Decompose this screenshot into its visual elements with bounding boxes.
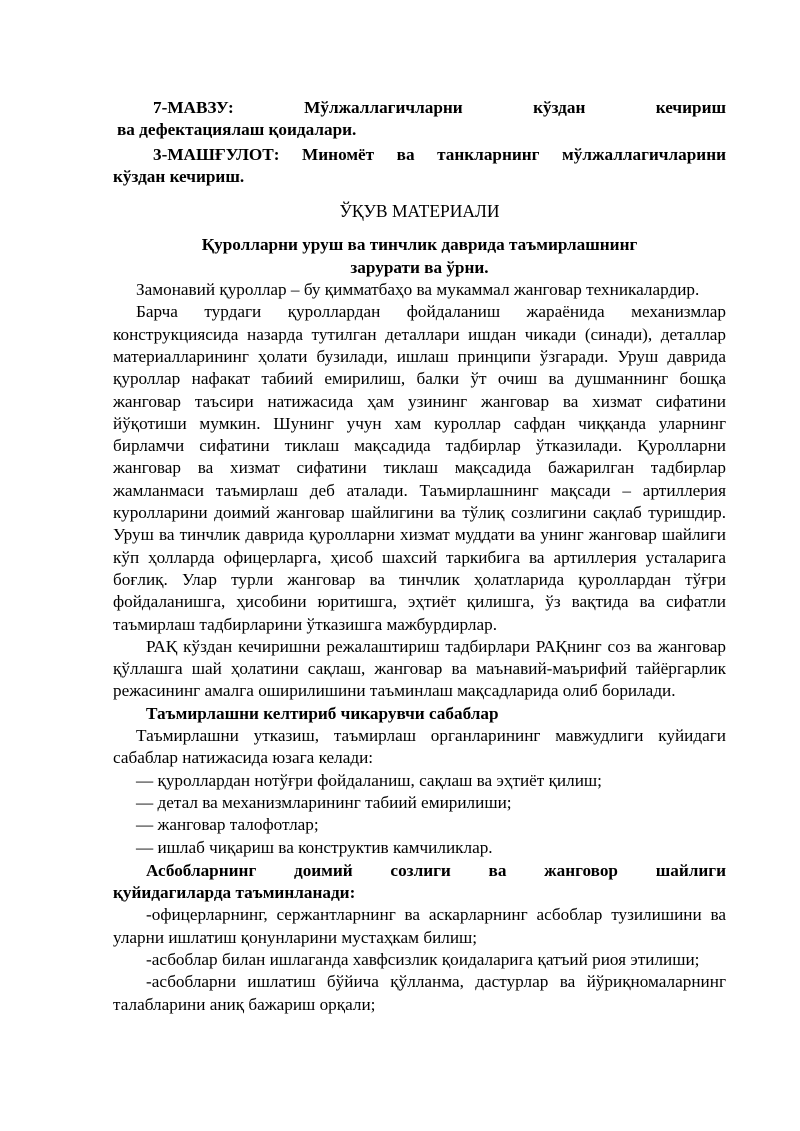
causes-intro: Таъмирлашни утказиш, таъмирлаш органларининг мавжудлиги куйидаги сабаблар натижасида юзага келади: [113,726,726,768]
paragraph-1: Замонавий қуроллар – бу қимматбаҳо ва мукаммал жанговар техникалардир. [136,280,700,300]
list-item: — детал ва механизмларининг табиий емирилиши; [136,792,512,812]
causes-list [113,770,726,859]
lesson-title-line1: 3-МАШҒУЛОТ: Миномёт ва танкларнинг мўлжаллагичларини [153,144,726,164]
section-title-line2: зарурати ва ўрни. [350,257,489,277]
list-item: — ишлаб чиқариш ва конструктив камчиликлар. [136,837,493,857]
readiness-item: -офицерларнинг, сержантларнинг ва аскарларнинг асбоблар тузилишини ва уларни ишлатиш қонунларини мустаҳкам билиш; [113,905,726,947]
lesson-title-line2: кўздан кечириш. [113,166,245,186]
readiness-heading-line2: қуйидагиларда таъминланади: [113,883,356,903]
readiness-heading-line1: Асбобларнинг доимий созлиги ва жанговор шайлиги [146,860,726,880]
list-item: — қуроллардан нотўғри фойдаланиш, сақлаш ва эҳтиёт қилиш; [136,770,602,790]
causes-heading: Таъмирлашни келтириб чикарувчи сабаблар [146,703,499,723]
readiness-item: -асбобларни ишлатиш бўйича қўлланма, дастурлар ва йўриқномаларнинг талабларини аниқ бажариш орқали; [113,972,726,1014]
paragraph-2: Барча турдаги қуроллардан фойдаланиш жараёнида механизмлар конструкциясида назарда тутилган деталлари ишдан чикади (синади), деталлар материалларининг ҳолати бузилади, ишлаш принципи ўзгаради. Уруш даврида қуроллар нафакат табиий емирилиш, балки ўт очиш ва душманнинг бошқа жанговар таъсири натижасида ҳам узининг жанговар ва хизмат сифатини йўқотиши мумкин. Шунинг учун хам куроллар сафдан чиққанда уларнинг бирламчи сифатини тиклаш мақсадида тадбирлар ўтказилади. Қуролларни жанговар ва хизмат сифатини тиклаш мақсадида бажарилган тадбирлар жамланмаси таъмирлаш деб аталади. Таъмирлашнинг мақсади – артиллерия куролларини доимий жанговар шайлигини ва тўлиқ созлигини сақлаб туришдир. Уруш ва тинчлик даврида қуролларни хизмат муддати ва унинг жанговар шайлиги кўп ҳолларда офицерларга, ҳисоб шахсий таркибига ва артиллерия усталарига боғлиқ. Улар турли жанговар ва тинчлик ҳолатларида қуроллардан тўғри фойдаланишга, ҳисобини юритишга, эҳтиёт қилишга, ўз вақтида ва сифатли таъмирлаш тадбирларини ўтказишга мажбурдирлар. [113,302,726,634]
study-material-heading: ЎҚУВ МАТЕРИАЛИ [339,201,500,222]
topic-title-line1: 7-МАВЗУ: Мўлжаллагичларни кўздан кечириш [153,98,726,117]
list-item: — жанговар талофотлар; [136,815,319,835]
section-title-line1: Қуролларни уруш ва тинчлик даврида таъмирлашнинг [201,235,638,255]
readiness-item: -асбоблар билан ишлаганда хавфсизлик қоидаларига қатъий риоя этилиши; [146,949,700,969]
paragraph-3: РАҚ кўздан кечиришни режалаштириш тадбирлари РАҚнинг соз ва жанговар қўллашга шай ҳолатини сақлаш, жанговар ва маънавий-маърифий тайёргарлик режасининг амалга оширилишини таъминлаш мақсадларида олиб борилади. [113,636,726,701]
document-page [113,97,726,1016]
topic-title-line2: ва дефектациялаш қоидалари. [117,120,357,140]
